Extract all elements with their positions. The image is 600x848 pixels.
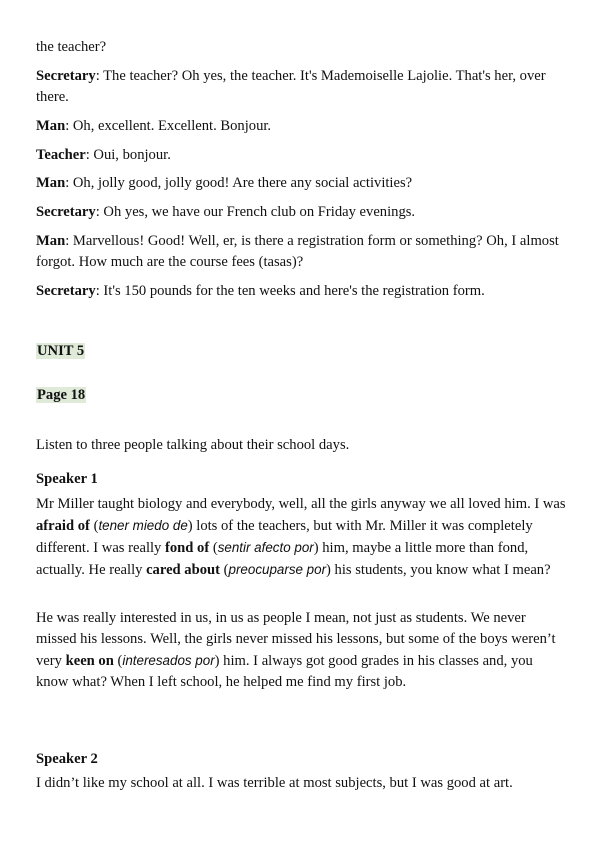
speaker-heading: Speaker 2 — [36, 751, 98, 767]
page-heading-text: Page 18 — [37, 387, 86, 403]
key-phrase: afraid of — [36, 518, 90, 534]
dialogue-line — [36, 66, 566, 108]
speaker-name: Teacher — [36, 147, 86, 163]
dialogue-line — [36, 173, 412, 194]
dialogue-text: : Oh yes, we have our French club on Friday evenings. — [95, 204, 416, 220]
dialogue-text: : Oh, excellent. Excellent. Bonjour. — [65, 118, 272, 134]
speaker1-paragraph-1: Mr Miller taught biology and everybody, well, all the girls anyway we all loved him. I was afraid of (tener miedo de) lots of the teachers, but with Mr. Miller it was completely different. I was really fond of (sentir afecto por) him, maybe a little more than fond, actually. He really cared about (preocuparse por) his students, you know what I mean? — [36, 496, 566, 578]
dialogue-text: : Oui, bonjour. — [85, 147, 171, 163]
speaker1-paragraph-2: He was really interested in us, in us as people I mean, not just as students. We never missed his lessons. Well, the girls never missed his lessons, but some of the boys weren’t very keen on (interesados por) him. I always got good grades in his classes and, you know what? When I left school, he helped me find my first job. — [36, 610, 556, 690]
dialogue-text: : Marvellous! Good! Well, er, is there a registration form or something? Oh, I almost forgot. How much are the course fees (tasas)? — [36, 233, 559, 270]
dialogue-line — [36, 116, 271, 137]
unit-heading — [36, 341, 85, 362]
dialogue-line — [36, 202, 415, 223]
dialogue-text: : The teacher? Oh yes, the teacher. It's Mademoiselle Lajolie. That's her, over there. — [36, 68, 546, 105]
translation: interesados por — [122, 653, 215, 668]
unit-heading-text: UNIT 5 — [37, 343, 85, 359]
key-phrase: cared about — [146, 562, 220, 578]
speaker-name: Man — [36, 233, 66, 249]
speaker-heading: Speaker 1 — [36, 471, 98, 487]
speaker-name: Secretary — [36, 68, 96, 84]
page-heading — [36, 385, 86, 406]
instruction: Listen to three people talking about their school days. — [36, 437, 350, 453]
dialogue-line — [36, 281, 485, 302]
dialogue-line — [36, 145, 171, 166]
translation: sentir afecto por — [217, 540, 314, 555]
speaker2-paragraph: I didn’t like my school at all. I was terrible at most subjects, but I was good at art. — [36, 775, 513, 791]
translation: preocuparse por — [228, 562, 327, 577]
dialogue-text: : It's 150 pounds for the ten weeks and here's the registration form. — [95, 283, 485, 299]
speaker-name: Man — [36, 175, 66, 191]
dialogue-text: : Oh, jolly good, jolly good! Are there any social activities? — [65, 175, 413, 191]
speaker-name: Man — [36, 118, 66, 134]
speaker-name: Secretary — [36, 283, 96, 299]
key-phrase: fond of — [165, 540, 210, 556]
speaker-name: Secretary — [36, 204, 96, 220]
dialogue-line — [36, 231, 566, 273]
key-phrase: keen on — [65, 653, 114, 669]
intro-line: the teacher? — [36, 39, 107, 55]
translation: tener miedo de — [98, 518, 188, 533]
